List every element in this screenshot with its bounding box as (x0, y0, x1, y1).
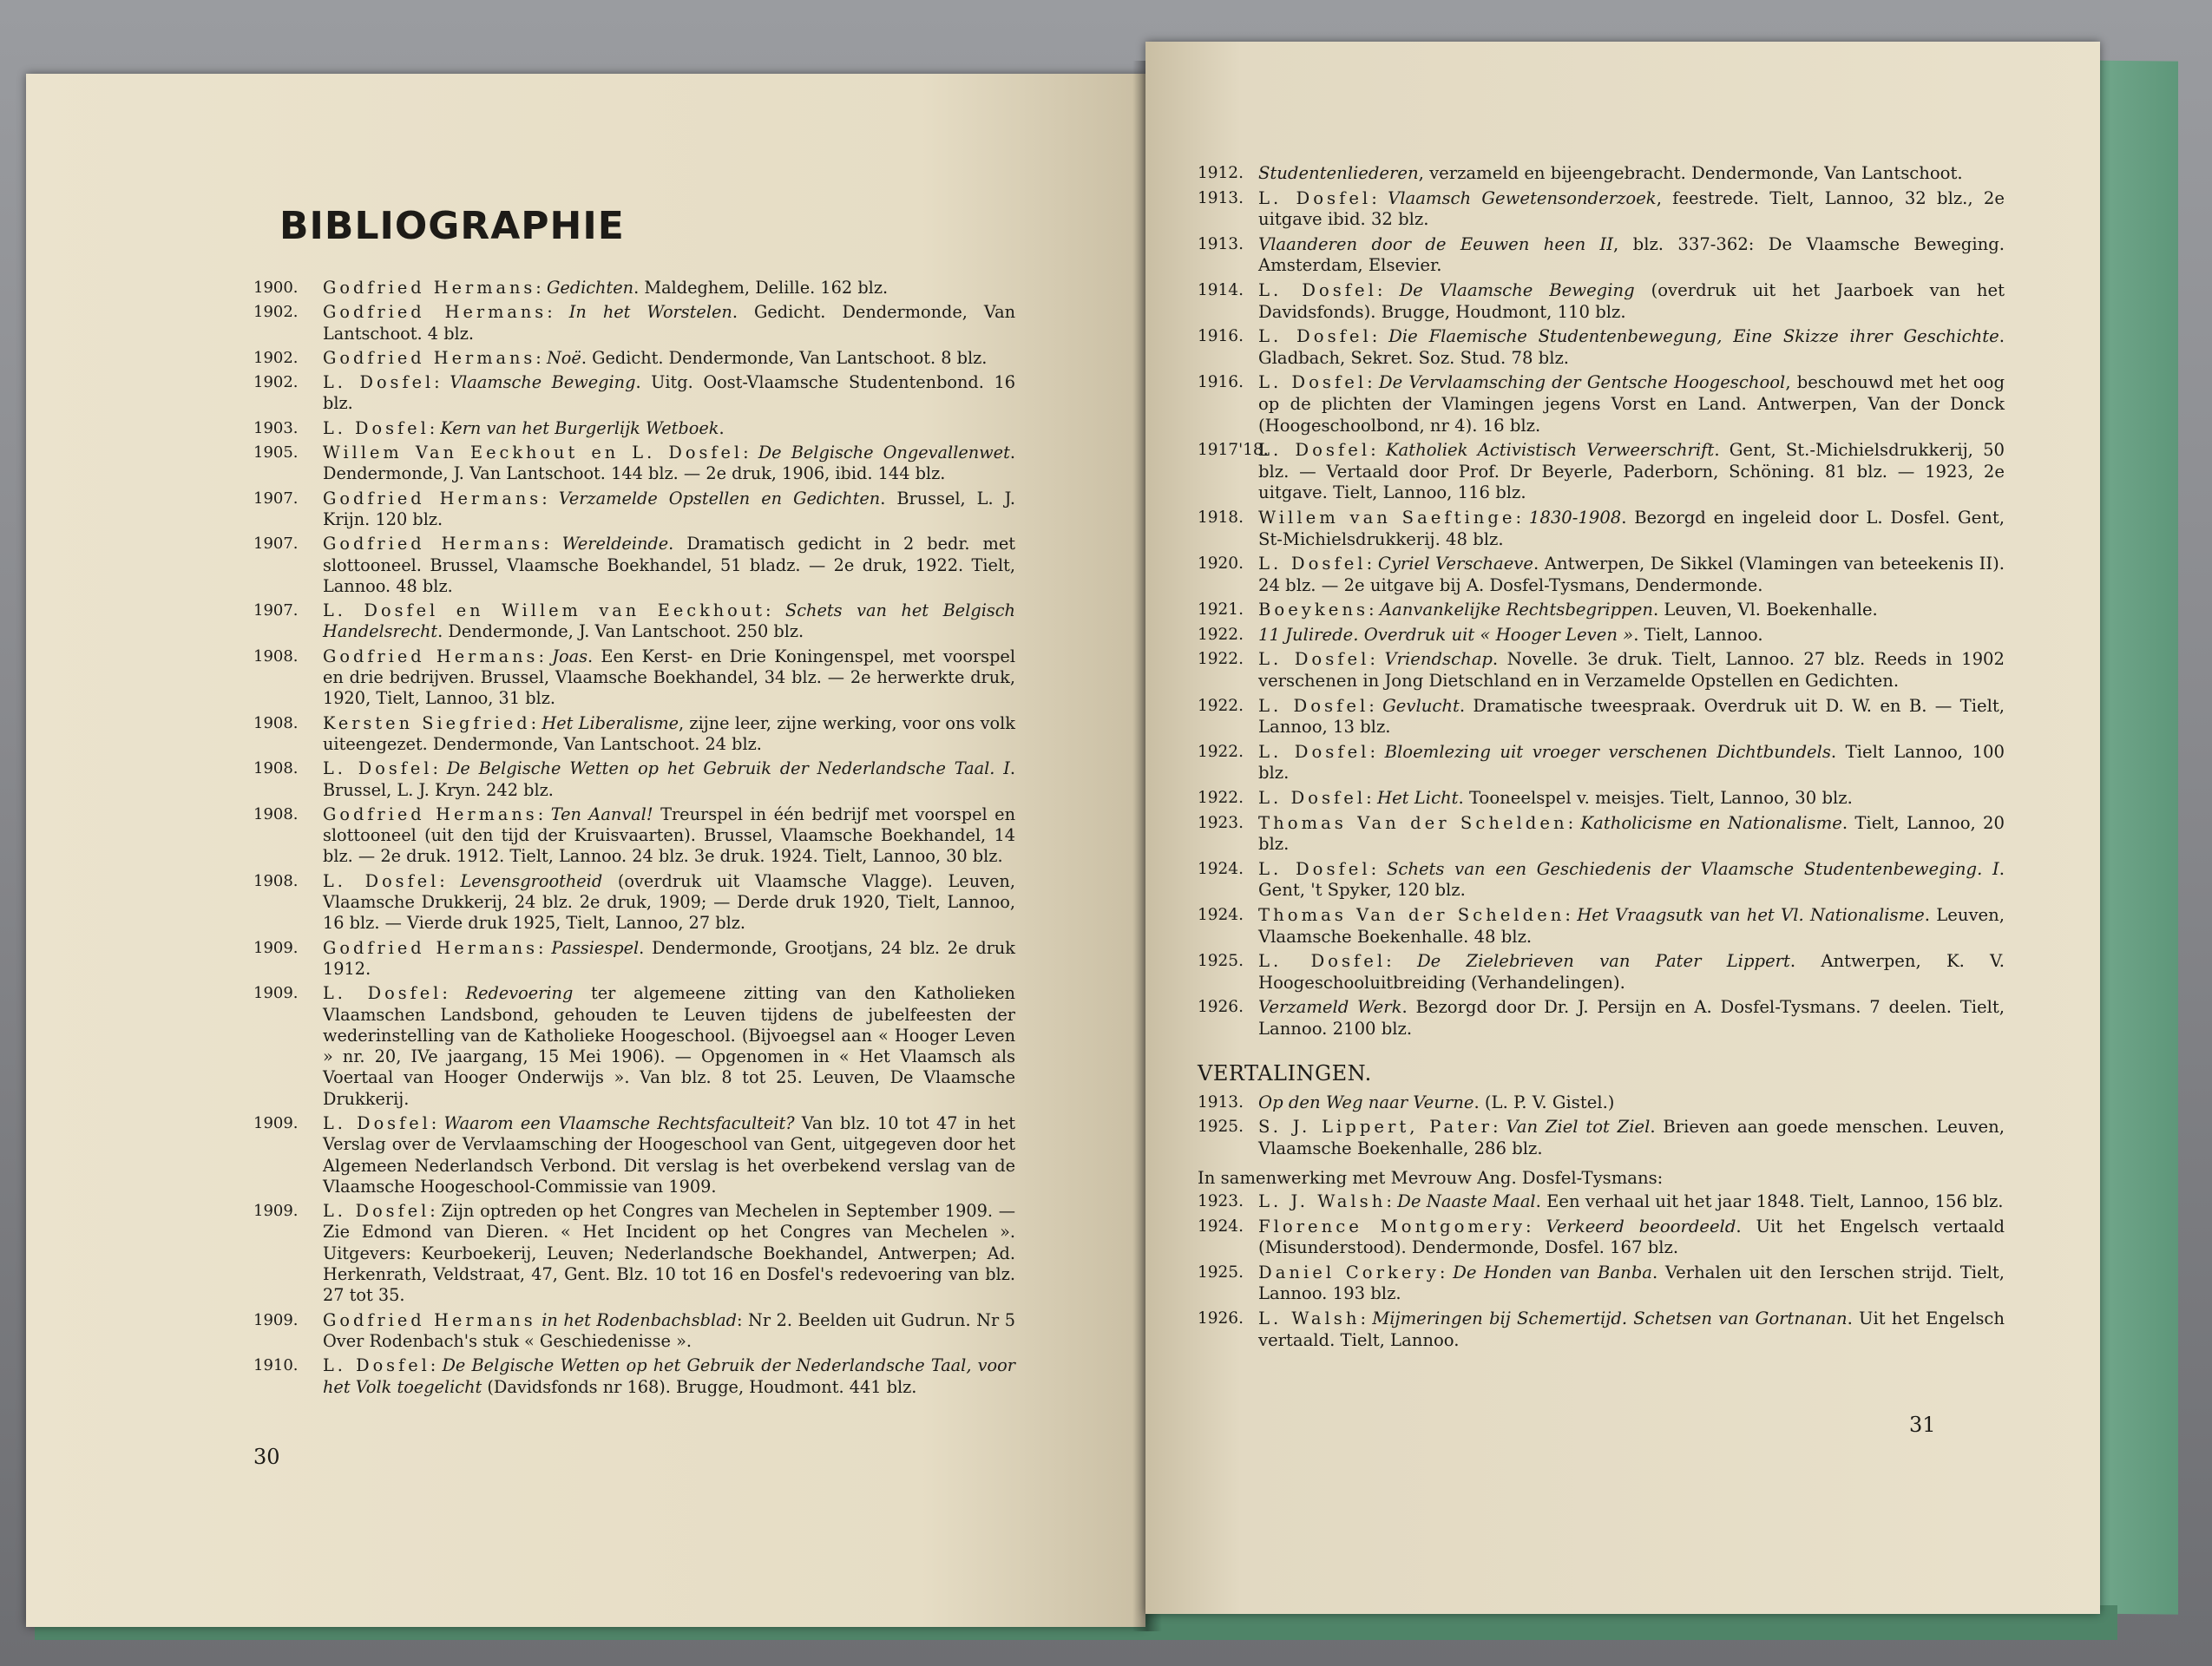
entry-title: De Belgische Wetten op het Gebruik der Nederlandsche Taal. I (446, 758, 1010, 779)
entry-author: L. Dosfel (1258, 187, 1372, 208)
entry-separator: : (1371, 326, 1389, 347)
entry-details: . Brussel, L. J. Krijn. 120 blz. (323, 488, 1015, 529)
entry-title: Verkeerd beoordeeld (1546, 1216, 1736, 1236)
entry-year: 1905. (253, 443, 299, 462)
entry-separator: : (1360, 1308, 1373, 1328)
entry-title: De Vlaamsche Beweging (1399, 279, 1635, 300)
bibliography-entry (1198, 326, 2005, 369)
entry-title: Mijmeringen bij Schemertijd. Schetsen van Gortnanan (1372, 1308, 1848, 1328)
entry-year: 1908. (253, 871, 299, 890)
entry-details: . Brussel, L. J. Kryn. 242 blz. (323, 758, 1015, 800)
entry-details: : Nr 2. Beelden uit Gudrun. Nr 5 Over Rodenbach's stuk « Geschiedenisse ». (323, 1309, 1015, 1351)
entry-details: . Antwerpen, K. V. Hoogeschooluitbreiding (Verhandelingen). (1258, 951, 2005, 993)
bibliography-entry (1198, 163, 2005, 185)
entry-year: 1907. (253, 601, 299, 620)
entry-title: Vlaamsche Beweging (450, 372, 636, 393)
entry-separator: : (432, 758, 447, 779)
entry-year: 1923. (1198, 1191, 1244, 1210)
entry-details: . Leuven, Vlaamsche Boekenhalle. 48 blz. (1258, 905, 2005, 947)
entry-details: . Leuven, Vl. Boekenhalle. (1652, 600, 1878, 620)
bibliography-entry (253, 534, 1015, 597)
entry-author: Godfried Hermans (323, 937, 539, 958)
bibliography-entry (1198, 188, 2005, 231)
entry-separator: : (430, 1355, 443, 1376)
entry-title: Het Vraagsutk van het Vl. Nationalisme (1577, 905, 1925, 925)
entry-author: Godfried Hermans (323, 803, 538, 824)
translations-list (1198, 1092, 2005, 1160)
bibliography-entry (1198, 997, 2005, 1040)
entry-year: 1918. (1198, 508, 1244, 527)
entry-year: 1902. (253, 348, 299, 367)
entry-separator: : (434, 372, 450, 393)
entry-title: Van Ziel tot Ziel (1506, 1117, 1651, 1138)
bibliography-entry (1198, 280, 2005, 323)
entry-separator: : (538, 937, 552, 958)
entry-separator: : (1526, 1216, 1546, 1236)
entry-separator: : (765, 600, 786, 621)
entry-title: Kern van het Burgerlijk Wetboek (440, 417, 719, 438)
entry-year: 1909. (253, 984, 299, 1003)
entry-author: L. Dosfel (323, 1201, 430, 1222)
entry-separator: : (1369, 741, 1385, 762)
entry-year: 1900. (253, 279, 299, 297)
entry-separator: : (538, 646, 553, 666)
entry-author: L. Dosfel (1258, 858, 1371, 879)
entry-details: . Gent, St.-Michielsdrukkerij, 50 blz. — Vertaald door Prof. Dr Beyerle, Paderborn, Schöning. 81 blz. — 1923, 2e uitgave. Tielt, Lannoo, 116 blz. (1258, 440, 2005, 503)
entry-separator: : (430, 1112, 444, 1133)
entry-details: . Dramatische tweespraak. Overdruk uit D. W. en B. — Tielt, Lannoo, 13 blz. (1258, 695, 2005, 738)
entry-year: 1916. (1198, 327, 1244, 346)
entry-author: L. Dosfel (1258, 788, 1367, 809)
entry-separator: : (1367, 372, 1379, 393)
entry-year: 1925. (1198, 952, 1244, 971)
entry-separator: : (429, 417, 441, 438)
bibliography-entry (1198, 1117, 2005, 1159)
entry-separator: : (1369, 649, 1385, 670)
entry-author: Godfried Hermans (323, 646, 539, 666)
bibliography-entry (1198, 372, 2005, 436)
entry-author: Godfried Hermans (323, 302, 548, 323)
entry-title: Waarom een Vlaamsche Rechtsfaculteit? (443, 1112, 795, 1133)
entry-year: 1921. (1198, 600, 1244, 620)
entry-details: . Tielt Lannoo, 100 blz. (1258, 741, 2005, 784)
entry-year: 1920. (1198, 554, 1244, 574)
entry-separator: : (1567, 812, 1581, 833)
entry-title: De Vervlaamsching der Gentsche Hoogeschool (1378, 372, 1786, 393)
entry-title: In het Worstelen (568, 302, 732, 323)
entry-author: Boeykens (1258, 600, 1369, 620)
entry-year: 1903. (253, 418, 299, 437)
entry-author: L. Dosfel (1258, 554, 1367, 574)
entry-author: S. J. Lippert, Pater (1258, 1117, 1493, 1138)
entry-title: Op den Weg naar Veurne (1258, 1092, 1474, 1112)
bibliography-entry (1198, 440, 2005, 504)
entry-details: , verzameld en bijeengebracht. Dendermonde, Van Lantschoot. (1418, 163, 1963, 183)
entry-title: Noë (546, 347, 581, 368)
entry-title: 11 Julirede. Overdruk uit « Hooger Leven » (1258, 624, 1634, 645)
entry-separator: : (1370, 858, 1387, 879)
entry-details: . Antwerpen, De Sikkel (Vlamingen van beteekenis II). 24 blz. — 2e uitgave bij A. Dosfel-Tysmans, Dendermonde. (1258, 554, 2005, 595)
entry-details: . Novelle. 3e druk. Tielt, Lannoo. 27 blz. Reeds in 1902 verschenen in Jong Dietschland en in Verzamelde Opstellen en Gedichten. (1258, 649, 2005, 692)
entry-details: (overdruk uit het Jaarboek van het Davidsfonds). Brugge, Houdmont, 110 blz. (1258, 279, 2005, 322)
page-number-left: 30 (253, 1445, 280, 1469)
bibliography-entry (253, 713, 1015, 756)
entry-separator: : (1371, 187, 1388, 208)
entry-title: De Honden van Banba (1453, 1262, 1652, 1282)
entry-title: Studentenliederen (1258, 163, 1419, 183)
entry-details: . (L. P. V. Gistel.) (1474, 1092, 1615, 1112)
entry-year: 1908. (253, 646, 299, 666)
entry-author: L. Dosfel (323, 1112, 431, 1133)
entry-title: Joas (552, 646, 587, 666)
entry-details: . Maldeghem, Delille. 162 blz. (633, 278, 889, 298)
entry-details: . Tielt, Lannoo. (1633, 624, 1763, 645)
entry-details: (overdruk uit Vlaamsche Vlagge). Leuven, Vlaamsche Drukkerij, 24 blz. 2e druk, 1909; — Derde druk 1920, Tielt, Lannoo, 16 blz. — Vierde druk 1925, Tielt, Lannoo, 27 blz. (323, 870, 1015, 934)
entry-separator: : (442, 983, 466, 1004)
bibliography-entry (1198, 1092, 2005, 1114)
bibliography-entry (253, 983, 1015, 1110)
entry-author: L. Dosfel (323, 758, 433, 779)
entry-title: Het Licht (1377, 788, 1459, 809)
bibliography-entry (253, 758, 1015, 801)
entry-title: Die Flaemische Studentenbewegung, Eine Skizze ihrer Geschichte (1388, 326, 1999, 347)
entry-details: . Tooneelspel v. meisjes. Tielt, Lannoo, 30 blz. (1458, 788, 1853, 809)
entry-title: Vlaamsch Gewetensonderzoek (1388, 187, 1657, 208)
entry-title: Schets van het Belgisch Handelsrecht (323, 600, 1015, 642)
bibliography-entry (1198, 1217, 2005, 1259)
entry-author: L. J. Walsh (1258, 1190, 1387, 1211)
entry-details: . Bezorgd door Dr. J. Persijn en A. Dosfel-Tysmans. 7 deelen. Tielt, Lannoo. 2100 blz. (1258, 997, 2005, 1039)
entry-title: De Zielebrieven van Pater Lippert (1416, 951, 1790, 972)
entry-author: L. Dosfel (323, 417, 430, 438)
bibliography-entry (1198, 1309, 2005, 1351)
entry-title: Ten Aanval! (550, 803, 653, 824)
entry-details: Zijn optreden op het Congres van Mechelen in September 1909. — Zie Edmond van Dieren. « Het Incident op het Congres van Mechelen ». Uitgevers: Keurboekerij, Leuven; Nederlandsche Boekhandel, Antwerpen; Ad. Herkenrath, Veldstraat, 47, Gent. Blz. 10 tot 16 en Dosfel's redevoering van blz. 27 tot 35. (323, 1201, 1015, 1306)
bibliography-entry (253, 600, 1015, 643)
entry-year: 1925. (1198, 1263, 1244, 1282)
entry-details: . Uit het Engelsch vertaald (Misunderstood). Dendermonde, Dosfel. 167 blz. (1258, 1216, 2005, 1258)
entry-author: L. Dosfel (323, 1355, 430, 1376)
entry-details: . Dramatisch gedicht in 2 bedr. met slottooneel. Brussel, Vlaamsche Boekhandel, 51 bladz. — 2e druk, 1922. Tielt, Lannoo. 48 blz. (323, 534, 1015, 596)
entry-author: Willem Van Eeckhout en L. Dosfel (323, 443, 744, 463)
bibliography-entry (253, 646, 1015, 710)
bibliography-entry (1198, 742, 2005, 784)
entry-details: . Brieven aan goede menschen. Leuven, Vlaamsche Boekenhalle, 286 blz. (1258, 1117, 2005, 1158)
entry-year: 1913. (1198, 188, 1244, 207)
entry-title: Vlaanderen door de Eeuwen heen II (1258, 233, 1614, 254)
entry-year: 1926. (1198, 998, 1244, 1017)
entry-title: Aanvankelijke Rechtsbegrippen (1379, 600, 1653, 620)
entry-year: 1908. (253, 804, 299, 823)
entry-title: Passiespel (551, 937, 640, 958)
bibliography-entry (253, 489, 1015, 531)
entry-title: Levensgrootheid (460, 870, 603, 891)
entry-separator: : (537, 803, 551, 824)
entry-title: in het Rodenbachsblad (542, 1309, 738, 1330)
entry-author: L. Dosfel (1258, 440, 1371, 461)
entry-author: L. Dosfel (323, 870, 440, 891)
bibliography-entry (1198, 788, 2005, 810)
entry-year: 1907. (253, 489, 299, 508)
bibliography-list (253, 278, 1015, 1398)
bibliography-entry (1198, 508, 2005, 550)
entry-year: 1923. (1198, 813, 1244, 832)
entry-details: . Dendermonde, Grootjans, 24 blz. 2e druk 1912. (323, 937, 1015, 979)
entry-details: , blz. 337-362: De Vlaamsche Beweging. Amsterdam, Elsevier. (1258, 233, 2005, 276)
entry-title: De Belgische Ongevallenwet (758, 443, 1010, 463)
entry-separator: : (1439, 1262, 1454, 1282)
entry-year: 1922. (1198, 789, 1244, 808)
entry-author: Daniel Corkery (1258, 1262, 1440, 1282)
entry-year: 1924. (1198, 906, 1244, 924)
bibliography-entry (1198, 234, 2005, 277)
entry-author: L. Dosfel (1258, 741, 1370, 762)
entry-year: 1924. (1198, 859, 1244, 878)
entry-details: . Gladbach, Sekret. Soz. Stud. 78 blz. (1258, 326, 2005, 368)
entry-author: Godfried Hermans (323, 347, 536, 368)
bibliography-entry (1198, 649, 2005, 692)
entry-author: L. Dosfel (323, 983, 443, 1004)
left-page (26, 74, 1145, 1627)
bibliography-entry (1198, 951, 2005, 994)
entry-separator: : (530, 712, 542, 733)
bibliography-entry (253, 1113, 1015, 1197)
bibliography-entry (253, 348, 1015, 369)
bibliography-entry (1198, 1263, 2005, 1305)
collaboration-note: In samenwerking met Mevrouw Ang. Dosfel-Tysmans: (1198, 1168, 1664, 1189)
bibliography-entry (253, 443, 1015, 485)
entry-separator: : (1515, 507, 1529, 528)
entry-separator: : (1369, 695, 1383, 716)
entry-separator: : (743, 443, 758, 463)
bibliography-entry (253, 871, 1015, 935)
entry-details: . Gedicht. Dendermonde, Van Lantschoot. 8 blz. (581, 347, 988, 368)
entry-year: 1922. (1198, 696, 1244, 715)
entry-details: , zijne leer, zijne werking, voor ons volk uiteengezet. Dendermonde, Van Lantschoot. 24 blz. (323, 712, 1015, 754)
entry-year: 1909. (253, 1113, 299, 1132)
entry-year: 1925. (1198, 1118, 1244, 1137)
entry-separator: : (430, 1201, 442, 1222)
entry-title: Het Liberalisme (542, 712, 679, 733)
bibliography-entry (1198, 1191, 2005, 1213)
bibliography-entry (1198, 600, 2005, 621)
entry-details: . Uitg. Oost-Vlaamsche Studentenbond. 16 blz. (323, 372, 1015, 414)
entry-separator: : (1366, 554, 1378, 574)
entry-year: 1909. (253, 1202, 299, 1221)
entry-author: L. Walsh (1258, 1308, 1361, 1328)
entry-details: , feestrede. Tielt, Lannoo, 32 blz., 2e uitgave ibid. 32 blz. (1258, 187, 2005, 230)
entry-title: Verzamelde Opstellen en Gedichten (558, 488, 881, 508)
entry-title: Verzameld Werk (1258, 997, 1402, 1018)
bibliography-entry (253, 418, 1015, 439)
entry-separator: : (439, 870, 461, 891)
bibliography-entry (253, 278, 1015, 298)
entry-separator: : (1369, 600, 1380, 620)
entry-title: Cyriel Verschaeve (1377, 554, 1533, 574)
entry-author: Kersten Siegfried (323, 712, 531, 733)
entry-title: Gevlucht (1382, 695, 1460, 716)
bibliography-entry (1198, 813, 2005, 856)
entry-author: L. Dosfel (1258, 951, 1387, 972)
entry-details: . Een verhaal uit het jaar 1848. Tielt, Lannoo, 156 blz. (1535, 1190, 2004, 1211)
entry-details: . Tielt, Lannoo, 20 blz. (1258, 812, 2005, 855)
entry-details: . Dendermonde, J. Van Lantschoot. 250 blz. (437, 621, 804, 642)
entry-title: De Belgische Wetten op het Gebruik der Nederlandsche Taal, voor het Volk toegelicht (323, 1355, 1015, 1397)
entry-title: Schets van een Geschiedenis der Vlaamsche Studentenbeweging. I (1386, 858, 1999, 879)
entry-details: Van blz. 10 tot 47 in het Verslag over de Vervlaamsching der Hoogeschool van Gent, uitgegeven door het Algemeen Nederlandsch Verbond. Dit verslag is het overbekend verslag van de Vlaamsche Hoogeschool-Commissie van 1909. (323, 1112, 1015, 1197)
entry-year: 1917'18. (1198, 441, 1269, 460)
entry-title: De Naaste Maal (1397, 1190, 1536, 1211)
entry-year: 1909. (253, 1310, 299, 1329)
bibliography-entry (1198, 859, 2005, 902)
entry-year: 1922. (1198, 625, 1244, 644)
entry-year: 1912. (1198, 164, 1244, 182)
entry-author: L. Dosfel (1258, 649, 1370, 670)
entry-author: Thomas Van der Schelden (1258, 812, 1568, 833)
entry-year: 1907. (253, 535, 299, 554)
bibliography-entry (253, 1201, 1015, 1306)
entry-title: Wereldeinde (561, 534, 669, 554)
right-page (1145, 42, 2100, 1614)
bibliography-entry (253, 938, 1015, 981)
translations-heading: VERTALINGEN. (1198, 1060, 1372, 1086)
entry-title: 1830-1908 (1528, 507, 1622, 528)
entry-author: L. Dosfel (1258, 695, 1369, 716)
entry-details: . Bezorgd en ingeleid door L. Dosfel. Gent, St-Michielsdrukkerij. 48 blz. (1258, 507, 2005, 549)
entry-separator: : (1565, 905, 1578, 925)
entry-separator: : (542, 488, 559, 508)
entry-year: 1908. (253, 713, 299, 732)
entry-year: 1913. (1198, 234, 1244, 253)
entry-separator: : (535, 347, 547, 368)
entry-author: L. Dosfel (1258, 372, 1368, 393)
entry-separator: : (543, 534, 562, 554)
entry-separator: : (1376, 279, 1400, 300)
entry-year: 1913. (1198, 1092, 1244, 1112)
entry-author: Thomas Van der Schelden (1258, 905, 1565, 925)
entry-year: 1922. (1198, 650, 1244, 669)
entry-title: Redevoering (465, 983, 574, 1004)
entry-details: . Verhalen uit den Ierschen strijd. Tielt, Lannoo. 193 blz. (1258, 1262, 2005, 1304)
entry-separator: : (535, 278, 547, 298)
bibliography-entry (1198, 905, 2005, 948)
entry-year: 1908. (253, 759, 299, 778)
bibliography-entry (1198, 554, 2005, 596)
entry-year: 1922. (1198, 742, 1244, 761)
entry-year: 1914. (1198, 280, 1244, 299)
page-number-right: 31 (1909, 1413, 1936, 1437)
entry-title: Katholicisme en Nationalisme (1580, 812, 1842, 833)
entry-author: L. Dosfel (323, 372, 435, 393)
entry-author: Florence Montgomery (1258, 1216, 1526, 1236)
entry-author: L. Dosfel en Willem van Eeckhout (323, 600, 765, 621)
entry-details: Treurspel in één bedrijf met voorspel en slottooneel (uit den tijd der Kruisvaarten). Brussel, Vlaamsche Boekhandel, 14 blz. — 2e druk. 1912. Tielt, Lannoo. 24 blz. 3e druk. 1924. Tielt, Lannoo, 30 blz. (323, 803, 1015, 867)
entry-details: , beschouwd met het oog op de plichten der Vlamingen jegens Vorst en Land. Antwerpen, Van der Donck (Hoogeschoolbond, nr 4). 16 blz. (1258, 372, 2005, 436)
entry-details: . Een Kerst- en Drie Koningenspel, met voorspel en drie bedrijven. Brussel, Vlaamsche Boekhandel, 34 blz. — 2e herwerkte druk, 1920, Tielt, Lannoo, 31 blz. (323, 646, 1015, 709)
entry-author: L. Dosfel (1258, 279, 1377, 300)
entry-separator: : (547, 302, 569, 323)
page-title: BIBLIOGRAPHIE (279, 204, 625, 248)
bibliography-entry (253, 372, 1015, 415)
entry-author: Godfried Hermans (323, 278, 536, 298)
entry-year: 1902. (253, 303, 299, 322)
entry-year: 1909. (253, 938, 299, 957)
entry-details: . Uit het Engelsch vertaald. Tielt, Lannoo. (1258, 1308, 2005, 1350)
entry-separator: : (1386, 951, 1417, 972)
entry-details: . Gent, 't Spyker, 120 blz. (1258, 858, 2005, 901)
entry-year: 1910. (253, 1356, 299, 1375)
entry-author: Godfried Hermans (323, 1309, 536, 1330)
entry-details: . Dendermonde, J. Van Lantschoot. 144 blz. — 2e druk, 1906, ibid. 144 blz. (323, 443, 1015, 484)
bibliography-list-continued (1198, 163, 2005, 1040)
bibliography-entry (253, 302, 1015, 344)
entry-year: 1916. (1198, 373, 1244, 392)
entry-details: . (719, 417, 725, 438)
entry-year: 1926. (1198, 1309, 1244, 1328)
entry-title: Katholiek Activistisch Verweerschrift (1385, 440, 1715, 461)
entry-author: L. Dosfel (1258, 326, 1372, 347)
entry-author: Godfried Hermans (323, 534, 544, 554)
entry-details: (Davidsfonds nr 168). Brugge, Houdmont. 441 blz. (482, 1376, 917, 1397)
entry-year: 1902. (253, 373, 299, 392)
entry-author: Godfried Hermans (323, 488, 542, 508)
entry-separator: : (1366, 788, 1377, 809)
entry-author: Willem van Saeftinge (1258, 507, 1516, 528)
bibliography-entry (1198, 625, 2005, 646)
translations-list-collab (1198, 1191, 2005, 1351)
entry-details: ter algemeene zitting van den Katholieken Vlaamschen Landsbond, gehouden te Leuven tijdens de jubelfeesten der wederinstelling van de Katholieke Hoogeschool. (Bijvoegsel aan « Hooger Leven » nr. 20, IVe jaargang, 15 Mei 1906). — Opgenomen in « Het Vlaamsch als Voertaal van Hooger Onderwijs ». Van blz. 8 tot 25. Leuven, De Vlaamsche Drukkerij. (323, 983, 1015, 1109)
entry-details: . Gedicht. Dendermonde, Van Lantschoot. 4 blz. (323, 302, 1015, 344)
entry-year: 1924. (1198, 1217, 1244, 1236)
entry-separator: : (1386, 1190, 1398, 1211)
entry-separator: : (1370, 440, 1386, 461)
bibliography-entry (253, 1310, 1015, 1353)
entry-title: Gedichten (546, 278, 634, 298)
bibliography-entry (253, 804, 1015, 868)
entry-title: Bloemlezing uit vroeger verschenen Dichtbundels (1384, 741, 1831, 762)
bibliography-entry (253, 1355, 1015, 1398)
entry-separator: : (1493, 1117, 1506, 1138)
entry-title: Vriendschap (1384, 649, 1493, 670)
bibliography-entry (1198, 696, 2005, 738)
